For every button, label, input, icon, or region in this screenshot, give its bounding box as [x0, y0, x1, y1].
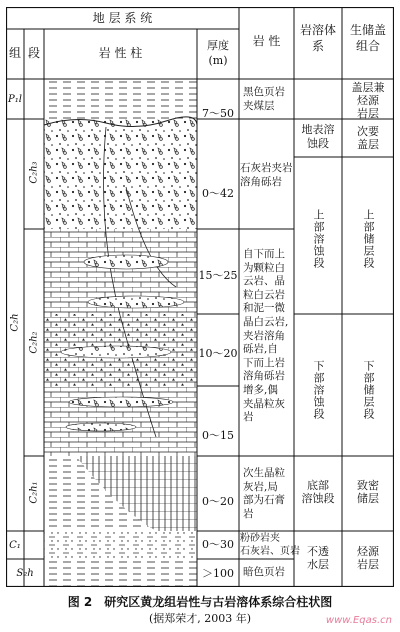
reservoir-line: 次要: [357, 125, 379, 138]
section-header: 段: [27, 46, 40, 60]
reservoir-line: 盖层: [357, 138, 379, 151]
stratum-c2h2: C₂h₂: [28, 331, 40, 354]
lithology-line: 岩: [243, 507, 254, 520]
lithology-line: 部为石膏: [243, 494, 285, 507]
lithology-line: 为颗粒白: [243, 261, 285, 274]
lithology-line: 和泥一微: [243, 302, 285, 315]
reservoir-line: 烃源: [357, 545, 379, 558]
karst-bottom-line: 溶蚀段: [301, 492, 335, 505]
lithology-line: 增多,偶: [243, 383, 278, 396]
reservoir-lower: 下部储层段: [362, 359, 375, 420]
lithology-line: 石灰岩、页岩: [240, 546, 300, 557]
figure-source: (据郑荣才, 2003 年): [148, 612, 252, 625]
thickness-6: 0～20: [202, 495, 234, 508]
lithology-column-header: 岩 性 柱: [98, 46, 143, 60]
lithology-line: 溶角砾岩: [240, 175, 282, 188]
stratum-c1: C₁: [9, 540, 21, 551]
karst-upper: 上部溶蚀段: [312, 209, 325, 269]
lithology-row-1: [243, 86, 285, 113]
lithology-line: 自下而上: [243, 248, 285, 260]
thickness-5: 0～15: [202, 429, 234, 442]
lithology-row-5: [240, 532, 300, 558]
lithology-line: 黑色页岩: [243, 86, 285, 98]
reservoir-upper: 上部储层段: [362, 209, 375, 269]
thickness-7: 0～30: [202, 538, 234, 551]
reservoir-line: 盖层兼: [351, 81, 385, 94]
karst-impermeable-line: 水层: [307, 558, 329, 571]
thickness-2: 0～42: [202, 187, 234, 200]
lithology-line: 溶角砾岩: [243, 370, 285, 383]
thickness-8: ＞100: [202, 567, 234, 580]
figure-caption: 图 2 研究区黄龙组岩性与古岩溶体系综合柱状图: [67, 595, 333, 609]
reservoir-line: 储层: [357, 492, 379, 505]
karst-bottom-line: 底部: [307, 479, 329, 492]
stratum-p1l: P₁l: [8, 94, 22, 105]
stratum-s2h: S₂h: [16, 568, 34, 579]
karst-impermeable: [294, 545, 342, 571]
lithology-header: 岩 性: [252, 34, 281, 48]
lithology-line: 下而上岩: [243, 356, 285, 369]
lithology-line: 云岩、晶: [243, 275, 285, 288]
reservoir-source: [342, 545, 394, 571]
lithology-line: 夹晶粒灰: [243, 397, 285, 410]
stratum-c2h1: C₂h₁: [28, 481, 40, 504]
thickness-4: 10～20: [198, 347, 238, 360]
lithology-column-fills: [44, 79, 197, 586]
reservoir-line: 岩层: [357, 558, 379, 571]
reservoir-line: 烃源: [357, 94, 379, 107]
reservoir-line: 岩层: [357, 107, 379, 120]
watermark: www.Eqas.cn: [325, 615, 392, 626]
lithology-line: 夹煤层: [243, 99, 275, 112]
thickness-1: 7～50: [202, 107, 234, 120]
lithology-row-4: [243, 467, 285, 521]
lithology-line: 次生晶粒: [243, 467, 285, 479]
thickness-header: 厚度: [207, 39, 229, 52]
stratum-c2h3: C₂h₃: [28, 161, 40, 184]
reservoir-tight: [342, 479, 394, 505]
lithology-row-3: [243, 248, 288, 425]
karst-surface: 地表溶蚀段: [301, 123, 335, 150]
reservoir-secondary-cap: [342, 125, 394, 151]
reservoir-line: 致密: [357, 479, 379, 492]
lithology-line: 粒白云岩: [243, 288, 285, 301]
stratigraphic-column-figure: [6, 7, 394, 587]
thickness-unit: (m): [208, 54, 228, 67]
lithology-line: 石灰岩夹岩: [240, 162, 293, 174]
lithology-line: 岩: [243, 411, 254, 424]
group-header: 组: [8, 46, 21, 60]
lithology-line: 粉砂岩夹: [240, 533, 280, 544]
reservoir-cap-header: 生储盖组合: [349, 23, 386, 53]
reservoir-cap-source: [342, 81, 394, 120]
karst-impermeable-line: 不透: [307, 545, 329, 558]
stratum-c2h: C₂h: [9, 313, 21, 332]
thickness-3: 15～25: [198, 269, 238, 282]
karst-bottom: [294, 479, 342, 505]
lithology-line: 晶白云岩,: [243, 315, 289, 328]
stratum-system-header: 地 层 系 统: [92, 11, 153, 25]
lithology-line: 灰岩,局: [243, 480, 278, 493]
lithology-line: 砾岩,自: [243, 343, 278, 356]
lithology-line: 夹岩溶角: [243, 329, 285, 342]
karst-system-header: 岩溶体系: [299, 23, 336, 53]
lithology-row-2: [240, 162, 293, 189]
lithology-row-6: 暗色页岩: [243, 566, 285, 578]
karst-lower: 下部溶蚀段: [312, 359, 325, 420]
